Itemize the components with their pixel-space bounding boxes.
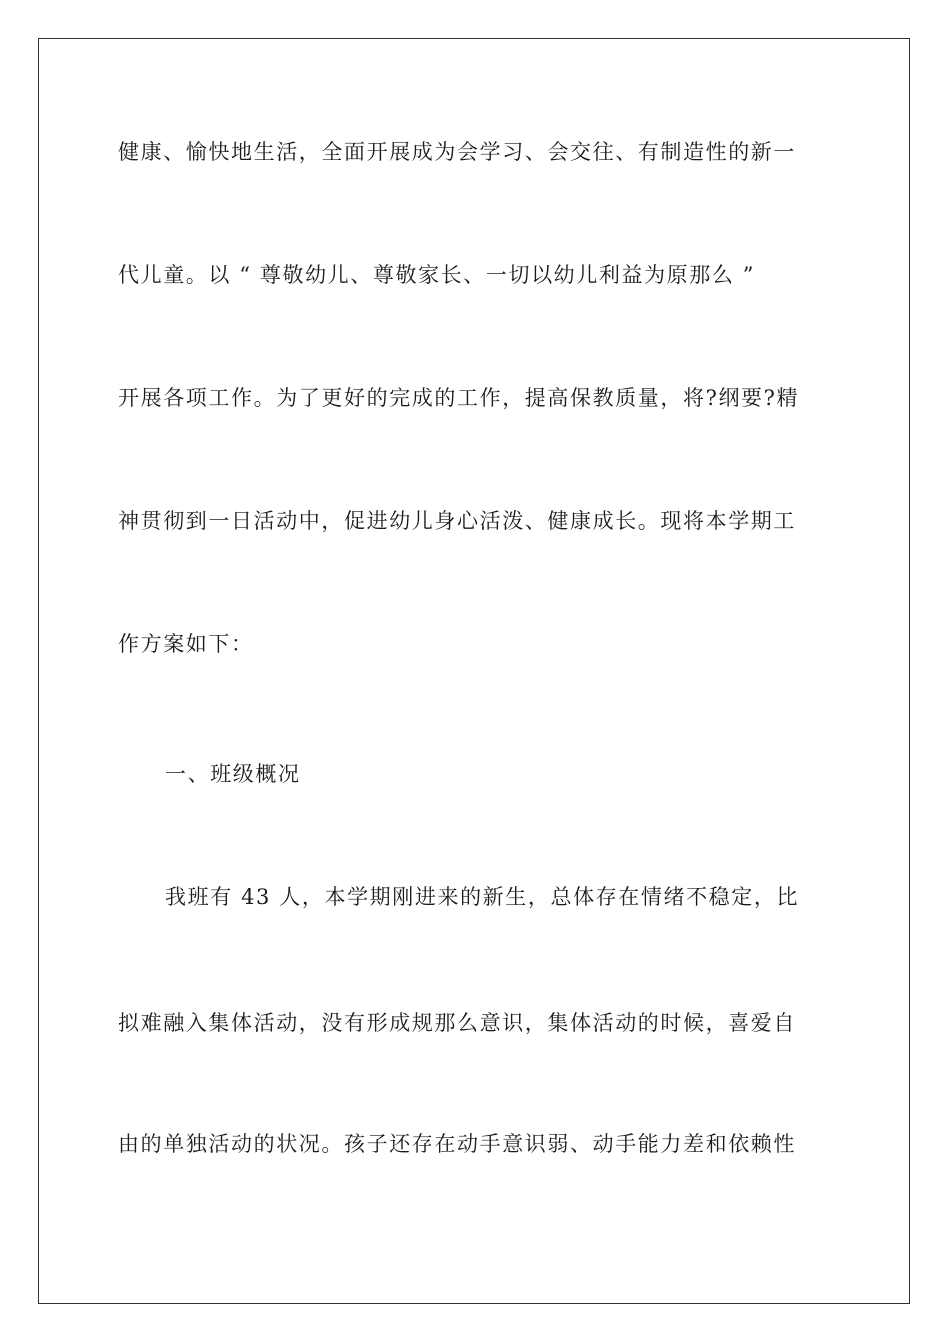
body-text-line: 健康、愉快地生活，全面开展成为会学习、会交往、有制造性的新一 <box>118 140 796 164</box>
body-text-line: 拟难融入集体活动，没有形成规那么意识，集体活动的时候，喜爱自 <box>118 1011 796 1035</box>
body-text-line: 代儿童。以 “ 尊敬幼儿、尊敬家长、一切以幼儿利益为原那么 ” <box>118 263 756 287</box>
body-text-line: 开展各项工作。为了更好的完成的工作，提高保教质量，将?纲要?精 <box>118 386 800 410</box>
page-border <box>38 38 910 1304</box>
body-text-line: 由的单独活动的状况。孩子还存在动手意识弱、动手能力差和依赖性 <box>118 1132 796 1156</box>
body-text-line: 我班有 43 人，本学期刚进来的新生，总体存在情绪不稳定，比 <box>165 885 800 909</box>
section-heading: 一、班级概况 <box>165 762 301 786</box>
body-text-line: 神贯彻到一日活动中，促进幼儿身心活泼、健康成长。现将本学期工 <box>118 509 796 533</box>
body-text-line: 作方案如下： <box>118 632 254 656</box>
